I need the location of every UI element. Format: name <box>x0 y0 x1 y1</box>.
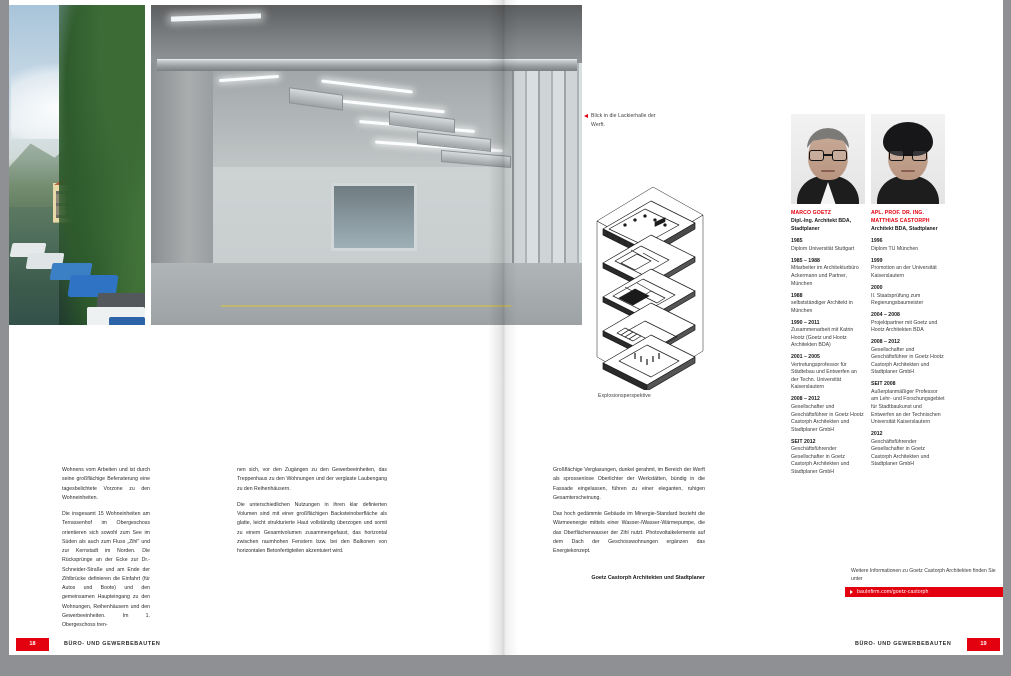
bio-entry <box>871 381 945 426</box>
paragraph: Das hoch gedämmte Gebäude im Minergie-Standard bezieht die Wärmeenergie mittels einer Wasser-/Wasser-Wärmepumpe, die das Oberflächenwasser der Zihl nutzt. Photovoltaikelemente auf dem Dach der Geschosswohnungen ergänzen das Energiekonzept. <box>553 511 705 554</box>
door-rail-beam <box>157 59 577 71</box>
bio-desc: Projektpartner mit Goetz und Hootz Architekten BDA <box>871 319 938 334</box>
bio-year: SEIT 2008 <box>871 381 896 388</box>
more-information-note: Weitere Informationen zu Goetz Castorph Architekten finden Sie unter <box>851 568 996 582</box>
portrait-mouth <box>901 170 915 172</box>
bio-entry <box>791 258 865 288</box>
bio-entry <box>791 354 865 392</box>
rear-window <box>331 183 417 251</box>
bio-name: APL. PROF. DR. ING. MATTHIAS CASTORPH <box>871 210 930 224</box>
portrait-glasses <box>889 150 927 161</box>
bio-year: 2008 – 2012 <box>791 396 820 403</box>
bio-desc: Zusammenarbeit mit Katrin Hootz (Goetz und Hootz Architekten BDA) <box>791 327 854 349</box>
bio-year: SEIT 2012 <box>791 438 816 445</box>
moored-boat <box>109 317 145 325</box>
bio-entry <box>871 312 945 335</box>
hall-photo-caption <box>584 112 668 130</box>
bio-entry <box>871 238 945 253</box>
external-link-button[interactable] <box>845 587 1003 597</box>
page-number-right: 19 <box>967 638 1000 651</box>
hall-floor <box>151 263 582 325</box>
architect-signature: Goetz Castorph Architekten und Stadtplaner <box>591 575 705 581</box>
bio-desc: Geschäftsführender Gesellschafter in Goetz Castorph Architekten und Stadtplaner GmbH <box>871 438 930 468</box>
bio-entry <box>791 439 865 477</box>
page-number-left: 18 <box>16 638 49 651</box>
paragraph: Großflächige Verglasungen, dunkel gerahmt, im Bereich der Werft als sprossenlose Oberlichter der Werkstätten, bündig in die Fassade eingelassen, führen zu einer eleganten, ruhigen Gesamterscheinung. <box>553 467 705 501</box>
play-triangle-icon <box>850 590 853 594</box>
bio-entry <box>871 285 945 308</box>
body-text-column-c <box>553 466 705 563</box>
bio-column-goetz <box>791 210 865 481</box>
portrait-matthias-castorph <box>871 114 945 204</box>
bio-desc: Außerplanmäßiger Professor am Lehr- und Forschungsgebiet für Stadtbaukunst und Entwerfen an der Technischen Universität Kaiserslautern <box>871 388 945 426</box>
axonometric-svg <box>585 185 715 390</box>
bio-entry <box>871 258 945 281</box>
bio-year: 1988 <box>791 292 803 299</box>
concrete-ceiling <box>151 5 582 63</box>
bio-desc: Promotion an der Universität Kaiserslautern <box>871 265 937 280</box>
bio-year: 1990 – 2011 <box>791 319 820 326</box>
bio-name: MARCO GOETZ <box>791 210 832 216</box>
bio-year: 2008 – 2012 <box>871 339 900 346</box>
workshop-hall-photo <box>151 5 582 325</box>
bio-desc: Diplom Universität Stuttgart <box>791 245 855 252</box>
bio-desc: Geschäftsführender Gesellschafter in Goetz Castorph Architekten und Stadtplaner GmbH <box>791 446 850 475</box>
portrait-glasses <box>809 150 847 161</box>
bio-year: 1985 – 1988 <box>791 257 820 264</box>
body-text-column-b <box>237 466 387 563</box>
bio-role: Dipl.-Ing. Architekt BDA, Stadtplaner <box>791 217 852 232</box>
caption-triangle-icon <box>584 114 588 118</box>
bio-year: 1985 <box>791 238 803 245</box>
portrait-mouth <box>821 170 835 172</box>
bio-year: 1999 <box>871 257 883 264</box>
bio-year: 2012 <box>871 431 883 438</box>
bio-role: Architekt BDA, Stadtplaner <box>871 225 938 232</box>
bio-entry <box>791 320 865 350</box>
lake-harbour-photo <box>9 5 145 325</box>
axonometric-caption: Explosionsperspektive <box>598 393 651 399</box>
bio-desc: Gesellschafter und Geschäftsführer in Goetz Hootz Castorph Architekten und Stadtplaner GmbH <box>871 346 944 376</box>
bio-desc: Vertretungsprofessor für Städtebau und Entwerfen an der Techn. Universität Kaiserslautern <box>791 361 857 391</box>
running-head-right: BÜRO- UND GEWERBEBAUTEN <box>855 641 952 647</box>
bio-desc: Gesellschafter und Geschäftsführer in Goetz Hootz Castorph Architekten und Stadtplaner GmbH <box>791 403 864 433</box>
bio-year: 2000 <box>871 285 883 292</box>
paragraph: Die insgesamt 15 Wohneinheiten am Terrassenhof im Obergeschoss orientieren sich sowohl zum See im Süden als auch zum Fluss „Zihl" und zur Kernstadt im Norden. Die Rücksprünge an der Ecke zur Dr.-Schneider-Straße und am Ende der Zihlbrücke definieren die Einfahrt (für Autos und Boote) und den gemeinsamen Haupteingang zu den Wohnungen, Reihenhäusern und den Gewerbeeinheiten. Im 1. Obergeschoss tren- <box>62 511 150 628</box>
body-text-column-a <box>62 466 150 637</box>
bio-desc: Mitarbeiter im Architekturbüro Ackermann und Partner, München <box>791 265 859 287</box>
paragraph: nen sich, vor den Zugängen zu den Gewerbeeinheiten, das Treppenhaus zu den Wohnungen und der verglaste Laubengang zu den Reihenhäusern. <box>237 467 387 492</box>
bio-entry <box>791 293 865 316</box>
bio-year: 2004 – 2008 <box>871 312 900 319</box>
floor-marking <box>221 305 511 307</box>
portrait-marco-goetz <box>791 114 865 204</box>
hall-caption-text: Blick in die Lackierhalle der Werft. <box>591 113 656 128</box>
bio-year: 1996 <box>871 238 883 245</box>
bio-entry <box>871 339 945 377</box>
bio-entry <box>791 396 865 434</box>
bio-desc: selbstständiger Architekt in München <box>791 300 853 314</box>
bio-desc: II. Staatsprüfung zum Regierungsbaumeister <box>871 292 924 307</box>
bio-column-castorph <box>871 210 945 473</box>
external-link-label: bauInfirm.com/goetz-castorph <box>857 589 929 595</box>
bio-entry <box>871 431 945 469</box>
bio-desc: Diplom TU München <box>871 245 919 252</box>
bio-entry <box>791 238 865 253</box>
running-head-left: BÜRO- UND GEWERBEBAUTEN <box>64 641 161 647</box>
paragraph: Wohnens vom Arbeiten und ist durch seine großflächige Befensterung eine tagesbelichtete Vorzone zu den Wohneinheiten. <box>62 467 150 501</box>
exploded-axonometric-drawing <box>585 185 715 390</box>
bio-year: 2001 – 2005 <box>791 354 820 361</box>
paragraph: Die unterschiedlichen Nutzungen in ihren klar definierten Volumen sind mit einer großflächigen Backsteinoberfläche als glatte, leicht strukturierte Haut vollständig überzogen und somit zu einem Gesamtvolumen zusammengefasst, das horizontal zwischen raumhohen Fenstern bzw. bei den Balkonen von horizontalen Betonfertigteilen akzentuiert wird. <box>237 501 387 554</box>
